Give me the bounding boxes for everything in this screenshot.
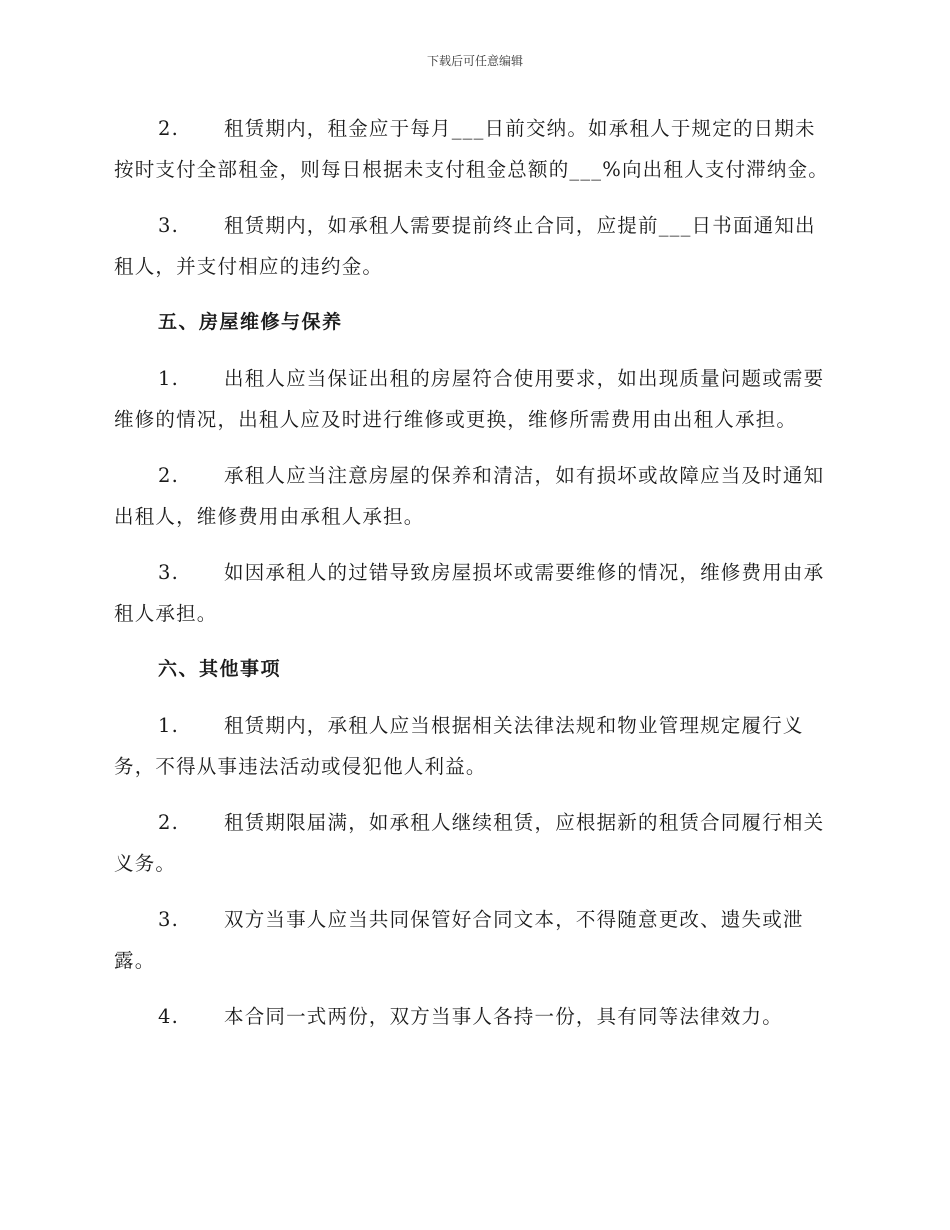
clause-5-1 (114, 358, 836, 440)
clause-text: 双方当事人应当共同保管好合同文本，不得随意更改、遗失或泄露。 (114, 908, 804, 972)
section-heading-other: 六、其他事项 (158, 658, 282, 680)
page-header: 下载后可任意编辑 (426, 54, 523, 68)
clause-text: 出租人应当保证出租的房屋符合使用要求，如出现质量问题或需要维修的情况，出租人应及时进行维修或更换，维修所需费用由出租人承担。 (114, 367, 825, 431)
clause-text: 如因承租人的过错导致房屋损坏或需要维修的情况，维修费用由承租人承担。 (114, 561, 825, 625)
clause-text: 租赁期内，如承租人需要提前终止合同，应提前___日书面通知出租人，并支付相应的违约金。 (114, 214, 816, 278)
clause-number: 3. (158, 908, 180, 931)
clause-6-1 (114, 705, 836, 787)
clause-text: 租赁期内，承租人应当根据相关法律法规和物业管理规定履行义务，不得从事违法活动或侵犯他人利益。 (114, 714, 804, 778)
clause-text: 租赁期限届满，如承租人继续租赁，应根据新的租赁合同履行相关义务。 (114, 811, 825, 875)
clause-number: 4. (158, 1005, 180, 1028)
section-heading-maintenance: 五、房屋维修与保养 (158, 311, 343, 333)
clause-number: 2. (158, 464, 180, 487)
clause-number: 3. (158, 214, 180, 237)
clause-text: 承租人应当注意房屋的保养和清洁，如有损坏或故障应当及时通知出租人，维修费用由承租人承担。 (114, 464, 825, 528)
clause-6-2 (114, 802, 836, 884)
clause-number: 1. (158, 367, 180, 390)
document-body (114, 108, 836, 1052)
clause-number: 1. (158, 714, 180, 737)
clause-number: 2. (158, 811, 180, 834)
clause-text: 租赁期内，租金应于每月___日前交纳。如承租人于规定的日期未按时支付全部租金，则每日根据未支付租金总额的___%向出租人支付滞纳金。 (114, 117, 829, 181)
clause-5-3 (114, 552, 836, 634)
clause-5-2 (114, 455, 836, 537)
clause-number: 2. (158, 117, 180, 140)
clause-6-3 (114, 899, 836, 981)
clause-4-3 (114, 205, 836, 287)
clause-text: 本合同一式两份，双方当事人各持一份，具有同等法律效力。 (224, 1005, 783, 1028)
clause-6-4 (114, 996, 836, 1037)
clause-number: 3. (158, 561, 180, 584)
clause-4-2 (114, 108, 836, 190)
